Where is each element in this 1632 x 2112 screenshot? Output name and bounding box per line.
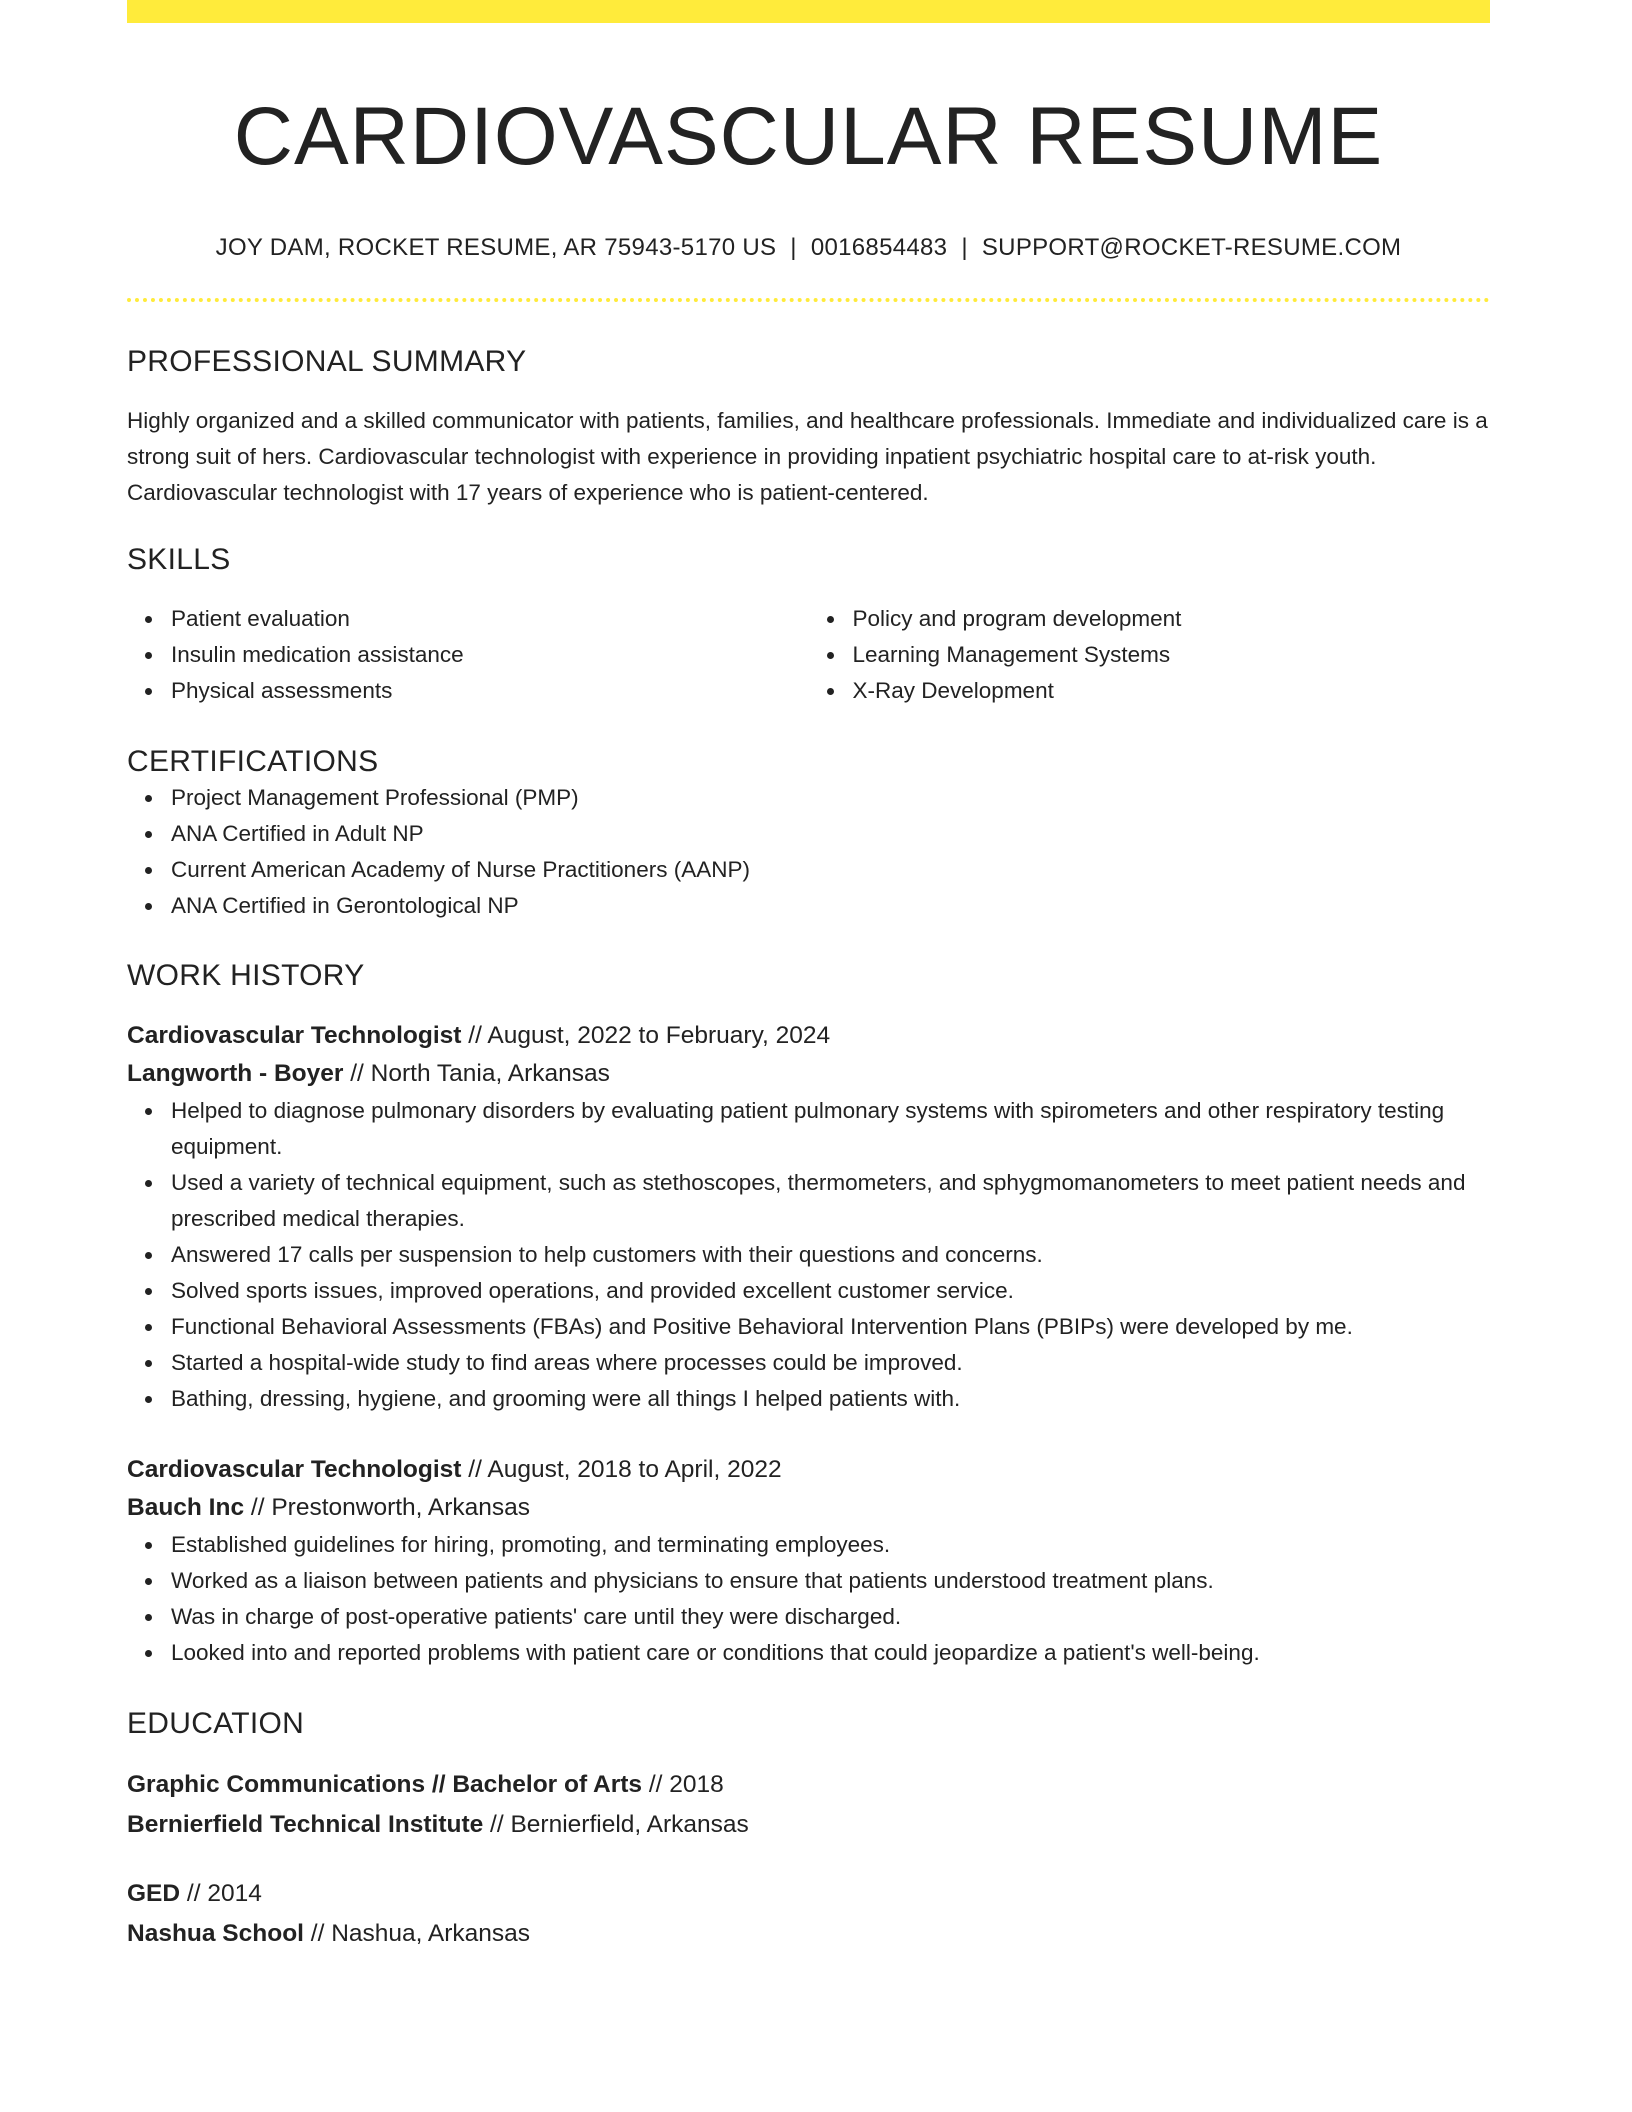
education-entry (127, 1765, 1490, 1845)
bullet-dot (145, 1252, 152, 1259)
skills-left-list (127, 601, 809, 709)
work-history-heading: WORK HISTORY (127, 959, 365, 992)
field-separator: // (642, 1771, 670, 1798)
bullet-dot (827, 652, 834, 659)
skill-item (171, 673, 809, 709)
contact-separator: | (790, 234, 797, 261)
bullet-dot (145, 1542, 152, 1549)
job-dates: August, 2022 to February, 2024 (487, 1022, 831, 1049)
bullet-dot (145, 616, 152, 623)
skills-right-list (809, 601, 1491, 709)
job-title: Cardiovascular Technologist (127, 1022, 462, 1049)
skill-text: X-Ray Development (852, 678, 1054, 703)
field-separator: // (303, 1920, 332, 1947)
contact-address: JOY DAM, ROCKET RESUME, AR 75943-5170 US (215, 234, 777, 261)
bullet-dot (145, 867, 152, 874)
job-dates: August, 2018 to April, 2022 (487, 1456, 782, 1483)
skill-text: Patient evaluation (171, 606, 350, 631)
bullet-dot (145, 652, 152, 659)
field-separator: // (180, 1880, 208, 1907)
skill-text: Physical assessments (171, 678, 393, 703)
resume-title: CARDIOVASCULAR RESUME (233, 91, 1384, 182)
job-duty-item (171, 1635, 1490, 1671)
contact-email: SUPPORT@ROCKET-RESUME.COM (981, 234, 1402, 261)
job-duty-item (171, 1599, 1490, 1635)
bullet-dot (145, 1650, 152, 1657)
job-duty-item (171, 1563, 1490, 1599)
skills-heading: SKILLS (127, 543, 231, 576)
job-location: Prestonworth, Arkansas (271, 1494, 531, 1521)
education-heading: EDUCATION (127, 1707, 305, 1740)
job-duties-list (127, 1093, 1490, 1417)
education-entry (127, 1874, 1490, 1954)
education-degree-line (127, 1874, 1490, 1914)
summary-heading: PROFESSIONAL SUMMARY (127, 345, 527, 378)
job-duty-item (171, 1165, 1490, 1237)
bullet-dot (145, 688, 152, 695)
bullet-dot (827, 688, 834, 695)
field-separator: // (343, 1060, 371, 1087)
field-separator: // (244, 1494, 272, 1521)
job-duty-item (171, 1345, 1490, 1381)
job-company-line (127, 1489, 1490, 1527)
bullet-dot (145, 1108, 152, 1115)
field-separator: // (483, 1811, 511, 1838)
certification-text: ANA Certified in Gerontological NP (171, 893, 519, 918)
certifications-heading: CERTIFICATIONS (127, 745, 379, 778)
job-duty-text: Looked into and reported problems with patient care or conditions that could jeopardize a patient's well-being. (171, 1640, 1260, 1665)
certification-item (171, 816, 1490, 852)
accent-top-bar (127, 0, 1490, 23)
job-duties-list (127, 1527, 1490, 1671)
skill-text: Insulin medication assistance (171, 642, 464, 667)
bullet-dot (145, 1614, 152, 1621)
education-school-line (127, 1805, 1490, 1845)
skill-text: Learning Management Systems (852, 642, 1171, 667)
job-title: Cardiovascular Technologist (127, 1456, 462, 1483)
bullet-dot (145, 795, 152, 802)
contact-separator: | (961, 234, 968, 261)
job-company: Bauch Inc (127, 1494, 245, 1521)
job-duty-text: Bathing, dressing, hygiene, and grooming were all things I helped patients with. (171, 1386, 961, 1411)
resume-page (127, 0, 1490, 1954)
bullet-dot (145, 1288, 152, 1295)
job-duty-item (171, 1527, 1490, 1563)
certification-item (171, 852, 1490, 888)
job-duty-text: Established guidelines for hiring, promoting, and terminating employees. (171, 1532, 891, 1557)
bullet-dot (145, 1360, 152, 1367)
job-duty-text: Worked as a liaison between patients and physicians to ensure that patients understood treatment plans. (171, 1568, 1214, 1593)
skill-item (853, 673, 1491, 709)
education-degree-line (127, 1765, 1490, 1805)
certification-item (171, 780, 1490, 816)
bullet-dot (827, 616, 834, 623)
skill-item (171, 637, 809, 673)
bullet-dot (145, 831, 152, 838)
job-duty-text: Answered 17 calls per suspension to help customers with their questions and concerns. (171, 1242, 1043, 1267)
job-duty-text: Functional Behavioral Assessments (FBAs) and Positive Behavioral Intervention Plans (PBIPs) were developed by me. (171, 1314, 1353, 1339)
job-title-line (127, 1017, 1490, 1055)
bullet-dot (145, 1324, 152, 1331)
job-company: Langworth - Boyer (127, 1060, 344, 1087)
bullet-dot (145, 1180, 152, 1187)
job-duty-item (171, 1381, 1490, 1417)
job-duty-text: Used a variety of technical equipment, such as stethoscopes, thermometers, and sphygmomanometers to meet patient needs and prescribed medical therapies. (171, 1170, 1466, 1231)
education-school-line (127, 1914, 1490, 1954)
education-year: 2018 (669, 1771, 724, 1798)
certification-item (171, 888, 1490, 924)
job-duty-item (171, 1093, 1490, 1165)
education-school: Nashua School (127, 1920, 304, 1947)
field-separator: // (461, 1456, 488, 1483)
contact-phone: 0016854483 (810, 234, 948, 261)
job-location: North Tania, Arkansas (370, 1060, 610, 1087)
skill-text: Policy and program development (852, 606, 1182, 631)
certification-text: Project Management Professional (PMP) (171, 785, 579, 810)
education-location: Bernierfield, Arkansas (510, 1811, 749, 1838)
certification-text: Current American Academy of Nurse Practitioners (AANP) (171, 857, 750, 882)
skills-grid (127, 601, 1490, 709)
bullet-dot (145, 1396, 152, 1403)
job-duty-text: Started a hospital-wide study to find areas where processes could be improved. (171, 1350, 963, 1375)
job-title-line (127, 1451, 1490, 1489)
contact-line (127, 233, 1490, 263)
education-location: Nashua, Arkansas (331, 1920, 531, 1947)
job-duty-item (171, 1309, 1490, 1345)
job-duty-text: Solved sports issues, improved operations, and provided excellent customer service. (171, 1278, 1014, 1303)
job-company-line (127, 1055, 1490, 1093)
job-header (127, 1451, 1490, 1527)
dotted-divider (127, 298, 1490, 302)
bullet-dot (145, 1578, 152, 1585)
job-header (127, 1017, 1490, 1093)
job-duty-item (171, 1273, 1490, 1309)
bullet-dot (145, 903, 152, 910)
education-school: Bernierfield Technical Institute (127, 1811, 484, 1838)
certification-text: ANA Certified in Adult NP (171, 821, 424, 846)
field-separator: // (461, 1022, 488, 1049)
education-degree: GED (127, 1880, 181, 1907)
job-duty-text: Was in charge of post-operative patients' care until they were discharged. (171, 1604, 902, 1629)
education-year: 2014 (207, 1880, 262, 1907)
education-degree: Graphic Communications // Bachelor of Arts (127, 1771, 643, 1798)
certifications-list (127, 780, 1490, 924)
job-duty-item (171, 1237, 1490, 1273)
skill-item (853, 637, 1491, 673)
skill-item (171, 601, 809, 637)
job-duty-text: Helped to diagnose pulmonary disorders by evaluating patient pulmonary systems with spirometers and other respiratory testing equipment. (171, 1098, 1445, 1159)
summary-text: Highly organized and a skilled communicator with patients, families, and healthcare professionals. Immediate and individualized care is a strong suit of hers. Cardiovascular technologist with experience in providing inpatient psychiatric hospital care to at-risk youth. Cardiovascular technologist with 17 years of experience who is patient-centered. (127, 408, 1488, 505)
skill-item (853, 601, 1491, 637)
